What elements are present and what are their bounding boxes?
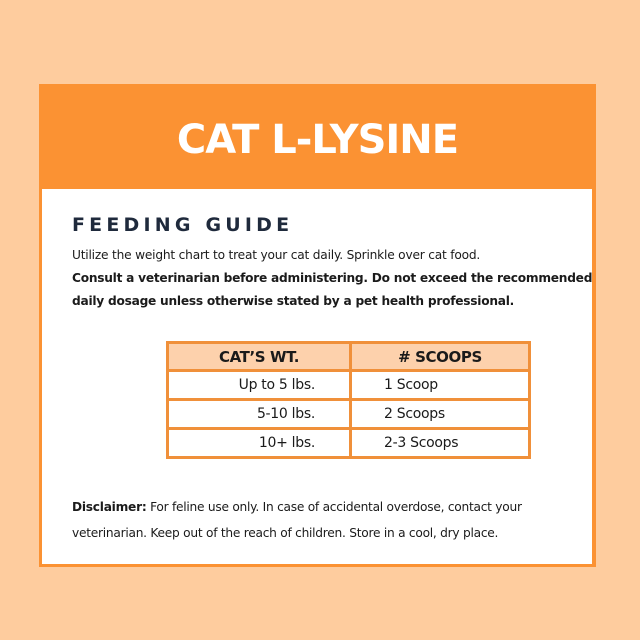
column-header-weight: CAT’S WT.	[168, 343, 351, 371]
feeding-guide-card	[39, 84, 596, 567]
scoops-cell: 2-3 Scoops	[351, 429, 530, 458]
instruction-line-2: Consult a veterinarian before administering. Do not exceed the recommended	[72, 271, 593, 285]
column-header-scoops: # SCOOPS	[351, 343, 530, 371]
instruction-line-1: Utilize the weight chart to treat your cat daily. Sprinkle over cat food.	[72, 248, 481, 262]
scoops-cell: 1 Scoop	[351, 371, 530, 400]
table-row	[168, 429, 530, 458]
section-title: FEEDING GUIDE	[72, 214, 294, 236]
weight-cell: 10+ lbs.	[168, 429, 351, 458]
card-header	[39, 84, 596, 189]
weight-cell: 5-10 lbs.	[168, 400, 351, 429]
product-title: CAT L-LYSINE	[176, 116, 459, 163]
table-row	[168, 371, 530, 400]
disclaimer-label: Disclaimer:	[72, 500, 147, 514]
table-header-row	[168, 343, 530, 371]
disclaimer	[72, 494, 582, 546]
instructions	[72, 244, 592, 313]
dosage-table	[166, 341, 531, 459]
instruction-line-3: daily dosage unless otherwise stated by a pet health professional.	[72, 294, 515, 308]
card-body	[42, 189, 592, 564]
scoops-cell: 2 Scoops	[351, 400, 530, 429]
table-row	[168, 400, 530, 429]
weight-cell: Up to 5 lbs.	[168, 371, 351, 400]
disclaimer-text: For feline use only. In case of accidental overdose, contact your veterinarian. Keep out of the reach of children. Store in a cool, dry place.	[72, 500, 522, 540]
